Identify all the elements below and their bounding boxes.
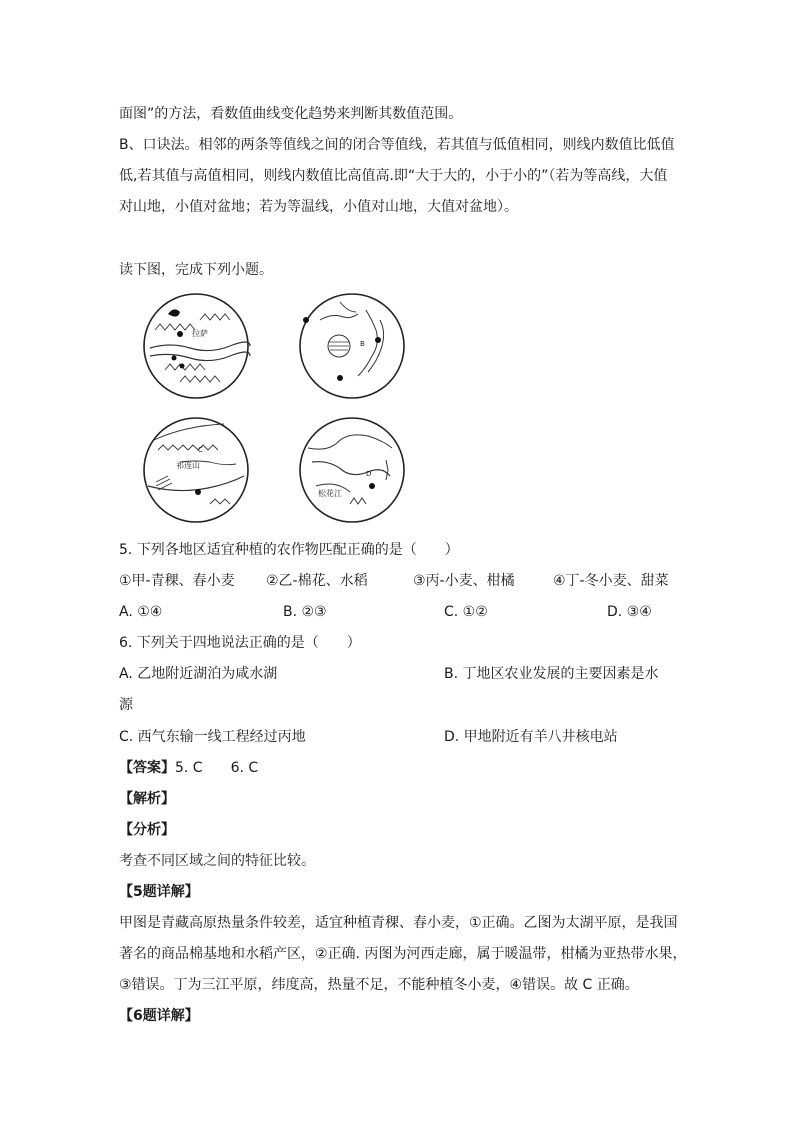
map-yi: [300, 294, 404, 398]
q6-option-a: A. 乙地附近湖泊为咸水湖: [119, 666, 278, 682]
analysis-heading: 【解析】: [119, 791, 175, 807]
city-dot-yi-3: [337, 375, 343, 381]
q6-option-b-continued: 源: [119, 697, 133, 713]
q5-detail-line-3: ③错误。丁为三江平原，纬度高，热量不足，不能种植冬小麦，④错误。故 C 正确。: [119, 977, 639, 993]
answer-text: 5. C 6. C: [175, 760, 259, 776]
q6-detail-heading: 【6题详解】: [119, 1008, 199, 1024]
label-b: B: [360, 340, 365, 348]
label-lhasa: 拉萨: [192, 329, 208, 338]
intro-line-1: 面图”的方法，看数值曲线变化趋势来判断其数值范围。: [119, 106, 463, 122]
q5-item-2: ②乙-棉花、水稻: [266, 573, 368, 589]
reading-prompt: 读下图，完成下列小题。: [119, 262, 273, 278]
q5-item-4: ④丁-冬小麦、甜菜: [553, 573, 669, 589]
q5-stem: 5. 下列各地区适宜种植的农作物匹配正确的是（ ）: [119, 542, 459, 558]
lake-jia: [168, 309, 180, 316]
region-maps-figure: [140, 290, 440, 530]
city-dot-lhasa: [177, 331, 183, 337]
q6-stem: 6. 下列关于四地说法正确的是（ ）: [119, 635, 361, 651]
answer-label: 【答案】: [119, 760, 175, 776]
map-jia: [144, 294, 250, 398]
q5-item-1: ①甲-青稞、春小麦: [119, 573, 235, 589]
q5-detail-line-2: 著名的商品棉基地和水稻产区，②正确. 丙图为河西走廊，属于暖温带，柑橘为亚热带水果，: [119, 946, 687, 962]
city-dot-jia-2: [172, 356, 177, 361]
q5-option-a: A. ①④: [119, 604, 163, 620]
city-dot-ding: [369, 483, 375, 489]
city-dot-yi-1: [303, 317, 309, 323]
map-ding: [300, 418, 404, 522]
q5-option-b: B. ②③: [283, 604, 327, 620]
q5-option-d: D. ③④: [607, 604, 652, 620]
q5-item-3: ③丙-小麦、柑橘: [413, 573, 515, 589]
q6-option-b: B. 丁地区农业发展的主要因素是水: [444, 666, 659, 682]
q6-option-d: D. 甲地附近有羊八井核电站: [444, 729, 618, 745]
answer-line: [119, 758, 258, 778]
city-dot-bing: [195, 489, 201, 495]
q6-option-c: C. 西气东输一线工程经过丙地: [119, 729, 306, 745]
label-songhua: 松花江: [318, 489, 342, 498]
intro-line-4: 对山地，小值对盆地；若为等温线，小值对山地，大值对盆地）。: [119, 199, 518, 215]
label-qilian: 祁连山: [176, 461, 200, 470]
intro-line-3: 低,若其值与高值相同，则线内数值比高值高.即“大于大的，小于小的”（若为等高线，大值: [119, 168, 668, 184]
city-dot-yi-2: [375, 337, 381, 343]
map-bing: [144, 418, 248, 522]
fenxi-heading: 【分析】: [119, 822, 175, 838]
intro-line-2: B、口诀法。相邻的两条等值线之间的闭合等值线，若其值与低值相同，则线内数值比低值: [119, 137, 675, 153]
q5-detail-heading: 【5题详解】: [119, 884, 199, 900]
label-d: D: [366, 470, 372, 478]
fenxi-text: 考查不同区域之间的特征比较。: [119, 853, 315, 869]
city-dot-jia-3: [180, 364, 185, 369]
q5-detail-line-1: 甲图是青藏高原热量条件较差，适宜种植青稞、春小麦，①正确。乙图为太湖平原，是我国: [119, 915, 678, 931]
q5-option-c: C. ①②: [444, 604, 488, 620]
label-c: C: [198, 446, 203, 454]
